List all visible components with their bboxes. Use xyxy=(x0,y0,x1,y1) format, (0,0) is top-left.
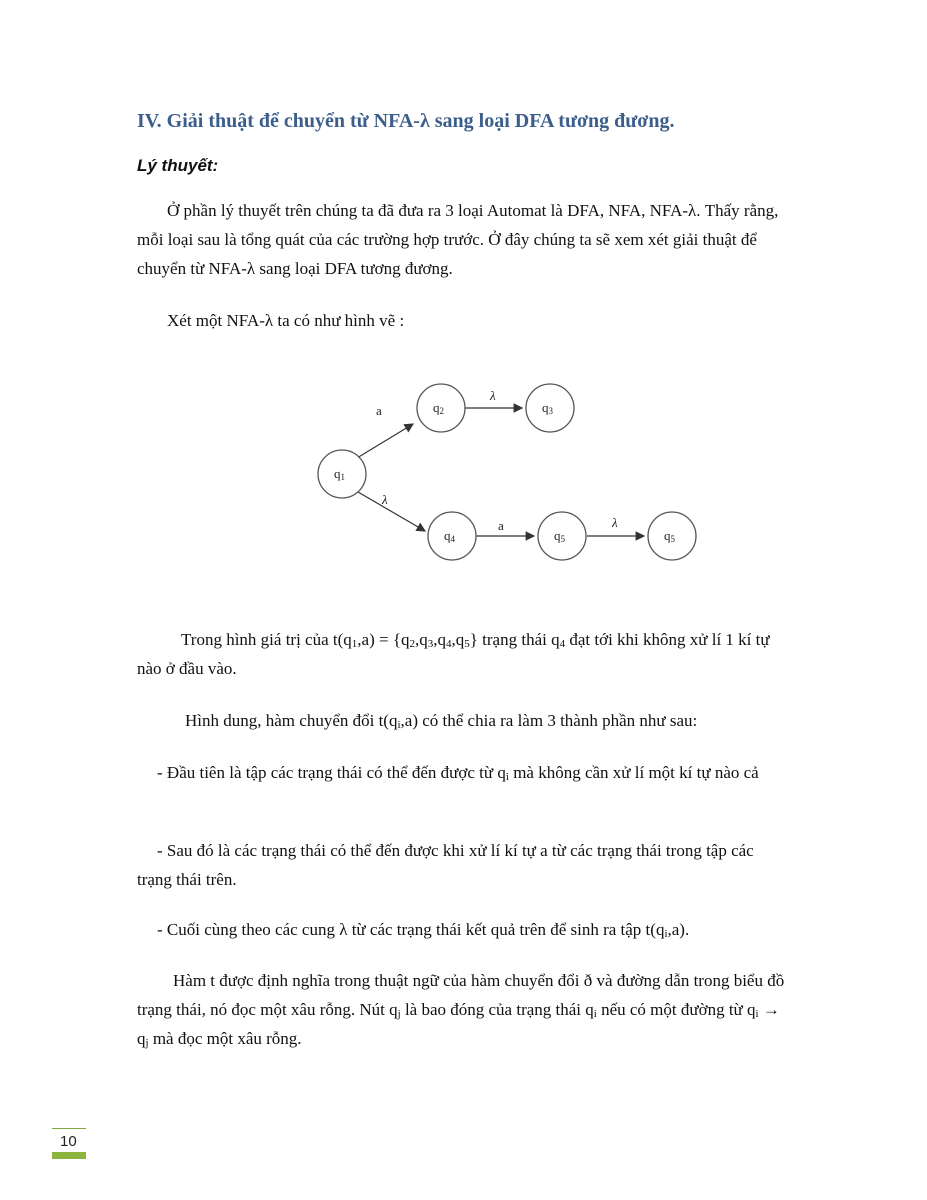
diagram-intro-paragraph: Xét một NFA-λ ta có như hình vẽ : xyxy=(167,311,405,330)
edge-label-q5-q5: λ xyxy=(612,515,618,530)
section-heading: IV. Giải thuật để chuyển từ NFA-λ sang loại DFA tương đương. xyxy=(137,110,675,132)
page-number: 10 xyxy=(60,1133,77,1150)
bullet-item-2: - Sau đó là các trạng thái có thể đến được khi xử lí kí tự a từ các trạng thái trong tập các trạng thái trên. xyxy=(137,841,754,889)
svg-text:q5: q5 xyxy=(664,528,675,544)
transition-value-paragraph: Trong hình giá trị của $t(q_1,a) = \{q_2,q_3,q_4,q_5\}$ trạng thái $q_4$ đạt tới khi không xử lí 1 kí tự nào ở đầu vào. xyxy=(137,630,770,678)
edge-label-q2-q3: λ xyxy=(490,388,496,403)
bullet-item-1: - Đầu tiên là tập các trạng thái có thể đến được từ $q_i$ mà không cần xử lí một kí tự nào cả xyxy=(157,763,759,783)
edge-q1-q4 xyxy=(358,492,425,531)
page-number-rule xyxy=(52,1128,86,1129)
svg-text:q5: q5 xyxy=(554,528,565,544)
svg-text:q2: q2 xyxy=(433,400,444,416)
state-q5-first xyxy=(538,512,586,560)
edge-label-q1-q4: λ xyxy=(382,492,388,507)
svg-text:q1: q1 xyxy=(334,466,345,482)
state-q3 xyxy=(526,384,574,432)
state-q4 xyxy=(428,512,476,560)
svg-text:q3: q3 xyxy=(542,400,553,416)
page-number-bar xyxy=(52,1152,86,1159)
state-q2 xyxy=(417,384,465,432)
state-q1 xyxy=(318,450,366,498)
closure-definition-paragraph: Hàm t được định nghĩa trong thuật ngữ của hàm chuyển đổi ð và đường dẫn trong biểu đồ trạng thái, nó đọc một xâu rỗng. Nút $q_j$ là bao đóng của trạng thái $q_i$ nếu có một đường từ $q_i \to q_j$ mà đọc một xâu rỗng. xyxy=(137,971,785,1049)
nfa-lambda-diagram xyxy=(300,370,720,580)
svg-text:q4: q4 xyxy=(444,528,455,544)
edge-label-q1-q2: a xyxy=(376,403,382,418)
state-q5-second xyxy=(648,512,696,560)
intro-paragraph: Ở phần lý thuyết trên chúng ta đã đưa ra 3 loại Automat là DFA, NFA, NFA-λ. Thấy rằng, mỗi loại sau là tổng quát của các trường hợp trước. Ở đây chúng ta sẽ xem xét giải thuật để chuyển từ NFA-λ sang loại DFA tương đương. xyxy=(137,201,779,278)
edge-label-q4-q5: a xyxy=(498,518,504,533)
theory-subheading: Lý thuyết: xyxy=(137,156,219,175)
bullet-item-3: - Cuối cùng theo các cung λ từ các trạng thái kết quả trên để sinh ra tập $t(q_i,a)$. xyxy=(157,920,690,940)
components-intro-paragraph: Hình dung, hàm chuyển đổi $t(q_i,a)$ có thể chia ra làm 3 thành phần như sau: xyxy=(185,711,698,731)
edge-q1-q2 xyxy=(357,424,413,458)
